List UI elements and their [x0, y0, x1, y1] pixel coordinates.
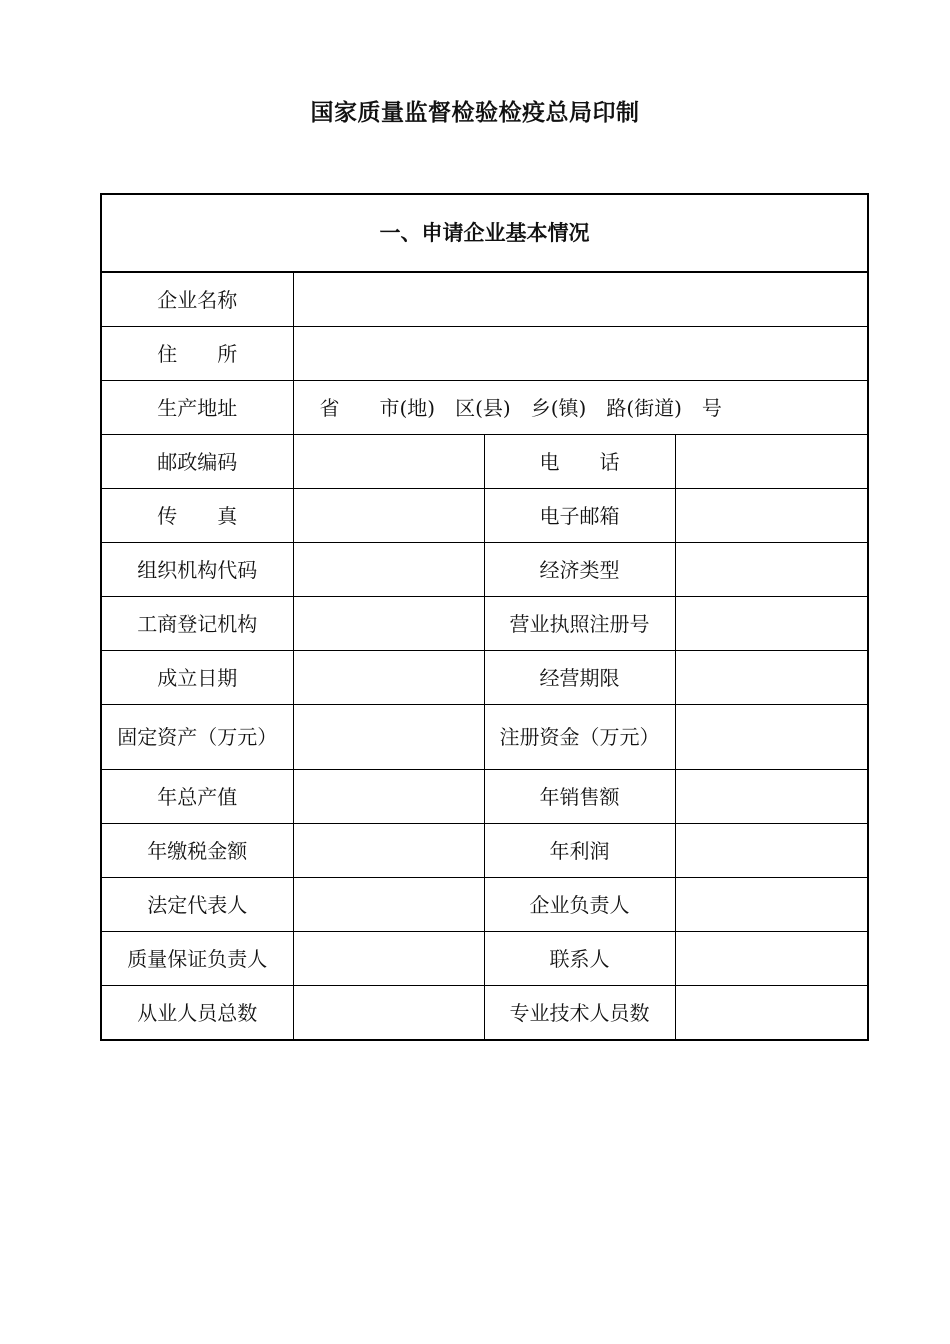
- form-row-domicile: [101, 327, 868, 381]
- company-head-field[interactable]: [675, 878, 868, 932]
- company-name-field[interactable]: [293, 272, 868, 327]
- legal-representative-field[interactable]: [293, 878, 484, 932]
- form-row-production-address: [101, 381, 868, 435]
- field-label-fax: 传 真: [101, 489, 293, 543]
- section-header-row: [101, 194, 868, 272]
- field-label-operating-period: 经营期限: [484, 651, 675, 705]
- fax-field[interactable]: [293, 489, 484, 543]
- form-row-dates: [101, 651, 868, 705]
- domicile-field[interactable]: [293, 327, 868, 381]
- operating-period-field[interactable]: [675, 651, 868, 705]
- form-row-company-name: [101, 272, 868, 327]
- field-label-registration-authority: 工商登记机构: [101, 597, 293, 651]
- field-label-economic-type: 经济类型: [484, 543, 675, 597]
- field-label-annual-profit: 年利润: [484, 824, 675, 878]
- enterprise-info-table: [100, 193, 869, 1041]
- form-row-quality-contact: [101, 932, 868, 986]
- form-row-assets-capital: [101, 705, 868, 770]
- field-label-legal-representative: 法定代表人: [101, 878, 293, 932]
- form-row-staff: [101, 986, 868, 1041]
- field-label-company-name: 企业名称: [101, 272, 293, 327]
- field-label-domicile: 住 所: [101, 327, 293, 381]
- fixed-assets-field[interactable]: [293, 705, 484, 770]
- license-number-field[interactable]: [675, 597, 868, 651]
- field-label-phone: 电 话: [484, 435, 675, 489]
- field-label-email: 电子邮箱: [484, 489, 675, 543]
- form-row-representatives: [101, 878, 868, 932]
- field-label-fixed-assets: 固定资产（万元）: [101, 705, 293, 770]
- field-label-production-address: 生产地址: [101, 381, 293, 435]
- field-label-company-head: 企业负责人: [484, 878, 675, 932]
- form-row-postal-phone: [101, 435, 868, 489]
- registered-capital-field[interactable]: [675, 705, 868, 770]
- economic-type-field[interactable]: [675, 543, 868, 597]
- annual-sales-field[interactable]: [675, 770, 868, 824]
- field-label-established-date: 成立日期: [101, 651, 293, 705]
- form-row-registration: [101, 597, 868, 651]
- annual-tax-field[interactable]: [293, 824, 484, 878]
- form-row-fax-email: [101, 489, 868, 543]
- field-label-annual-output: 年总产值: [101, 770, 293, 824]
- field-label-license-number: 营业执照注册号: [484, 597, 675, 651]
- established-date-field[interactable]: [293, 651, 484, 705]
- email-field[interactable]: [675, 489, 868, 543]
- field-label-registered-capital: 注册资金（万元）: [484, 705, 675, 770]
- field-label-total-employees: 从业人员总数: [101, 986, 293, 1041]
- contact-person-field[interactable]: [675, 932, 868, 986]
- technical-staff-field[interactable]: [675, 986, 868, 1041]
- field-label-annual-tax: 年缴税金额: [101, 824, 293, 878]
- form-row-tax-profit: [101, 824, 868, 878]
- field-label-technical-staff: 专业技术人员数: [484, 986, 675, 1041]
- postal-code-field[interactable]: [293, 435, 484, 489]
- phone-field[interactable]: [675, 435, 868, 489]
- form-row-output-sales: [101, 770, 868, 824]
- form-row-org-code-economic-type: [101, 543, 868, 597]
- field-label-contact-person: 联系人: [484, 932, 675, 986]
- org-code-field[interactable]: [293, 543, 484, 597]
- field-label-org-code: 组织机构代码: [101, 543, 293, 597]
- section-title: 一、申请企业基本情况: [101, 194, 868, 272]
- annual-output-field[interactable]: [293, 770, 484, 824]
- field-label-quality-officer: 质量保证负责人: [101, 932, 293, 986]
- field-label-postal-code: 邮政编码: [101, 435, 293, 489]
- production-address-field[interactable]: 省 市(地) 区(县) 乡(镇) 路(街道) 号: [293, 381, 868, 435]
- annual-profit-field[interactable]: [675, 824, 868, 878]
- page-title: 国家质量监督检验检疫总局印制: [310, 99, 640, 126]
- total-employees-field[interactable]: [293, 986, 484, 1041]
- field-label-annual-sales: 年销售额: [484, 770, 675, 824]
- registration-authority-field[interactable]: [293, 597, 484, 651]
- quality-officer-field[interactable]: [293, 932, 484, 986]
